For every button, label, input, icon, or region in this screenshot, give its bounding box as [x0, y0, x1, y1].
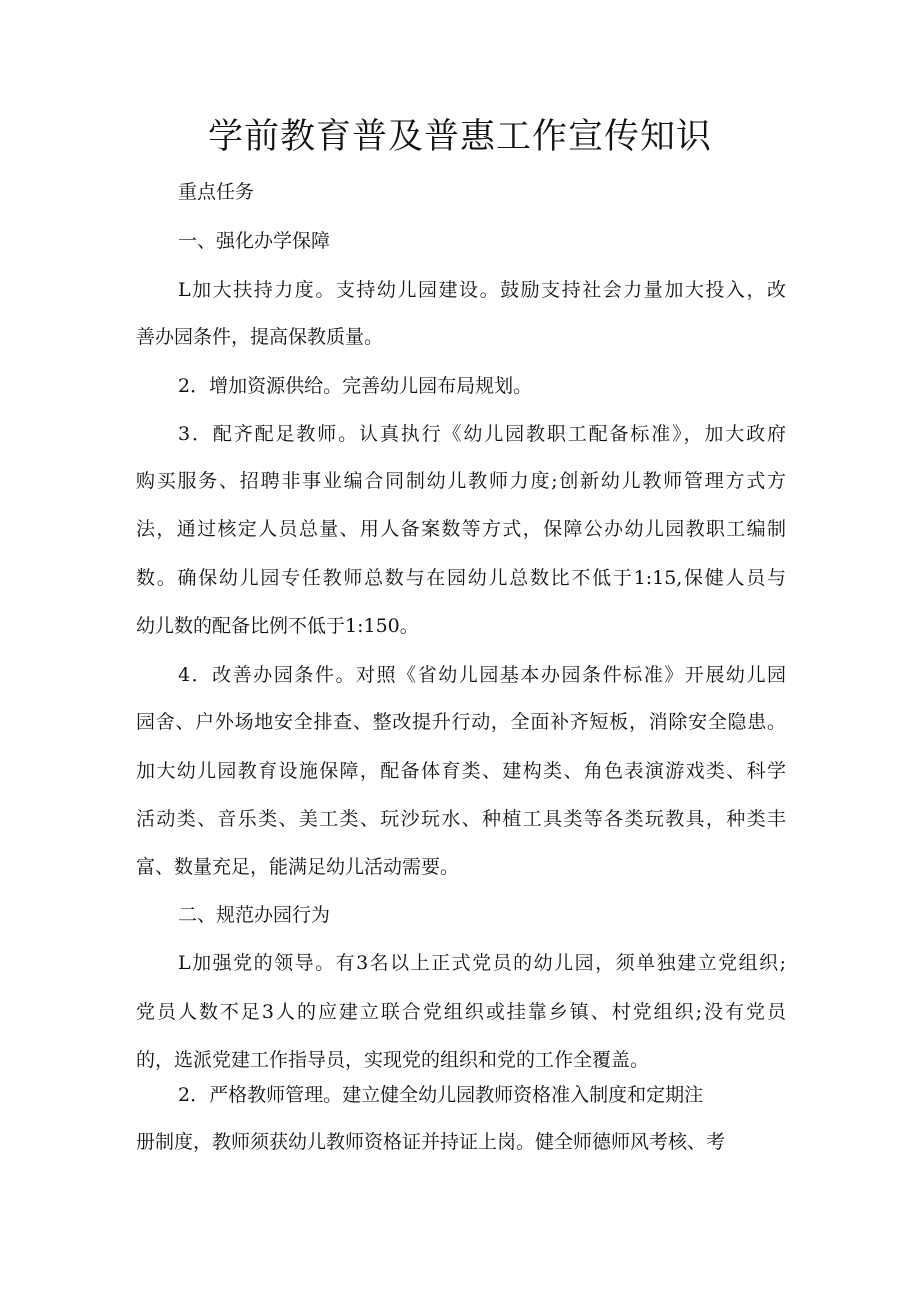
subsection-heading: 二、规范办园行为	[178, 904, 331, 926]
subsection-heading: 一、强化办学保障	[178, 230, 331, 252]
paragraph-line: L加强党的领导。有3名以上正式党员的幼儿园，须单独建立党组织;	[178, 952, 786, 974]
paragraph-line: 富、数量充足，能满足幼儿活动需要。	[136, 856, 460, 878]
paragraph-line: 数。确保幼儿园专任教师总数与在园幼儿总数比不低于1:15,保健人员与	[136, 567, 786, 589]
paragraph-line: 2．增加资源供给。完善幼儿园布局规划。	[178, 375, 533, 397]
paragraph-line: 3．配齐配足教师。认真执行《幼儿园教职工配备标准》，加大政府	[178, 423, 786, 445]
section-heading: 重点任务	[178, 181, 255, 203]
paragraph-line: 活动类、音乐类、美工类、玩沙玩水、种植工具类等各类玩教具，种类丰	[136, 808, 786, 830]
paragraph-line: 法，通过核定人员总量、用人备案数等方式，保障公办幼儿园教职工编制	[136, 518, 786, 540]
paragraph-line: L加大扶持力度。支持幼儿园建设。鼓励支持社会力量加大投入，改	[178, 279, 786, 301]
paragraph-line: 的，选派党建工作指导员，实现党的组织和党的工作全覆盖。	[136, 1049, 650, 1071]
paragraph-line: 善办园条件，提高保教质量。	[136, 326, 384, 348]
paragraph-line: 册制度，教师须获幼儿教师资格证并持证上岗。健全师德师风考核、考	[136, 1131, 726, 1153]
document-title: 学前教育普及普惠工作宣传知识	[207, 117, 712, 157]
paragraph-line: 4．改善办园条件。对照《省幼儿园基本办园条件标准》开展幼儿园	[178, 664, 786, 686]
paragraph-line: 党员人数不足3人的应建立联合党组织或挂靠乡镇、村党组织;没有党员	[136, 1001, 786, 1023]
paragraph-line: 幼儿数的配备比例不低于1:150。	[136, 615, 419, 637]
paragraph-line: 园舍、户外场地安全排查、整改提升行动，全面补齐短板，消除安全隐患。	[136, 711, 786, 733]
paragraph-line: 加大幼儿园教育设施保障，配备体育类、建构类、角色表演游戏类、科学	[136, 760, 786, 782]
paragraph-line: 2．严格教师管理。建立健全幼儿园教师资格准入制度和定期注	[178, 1084, 704, 1106]
paragraph-line: 购买服务、招聘非事业编合同制幼儿教师力度;创新幼儿教师管理方式方	[136, 470, 786, 492]
